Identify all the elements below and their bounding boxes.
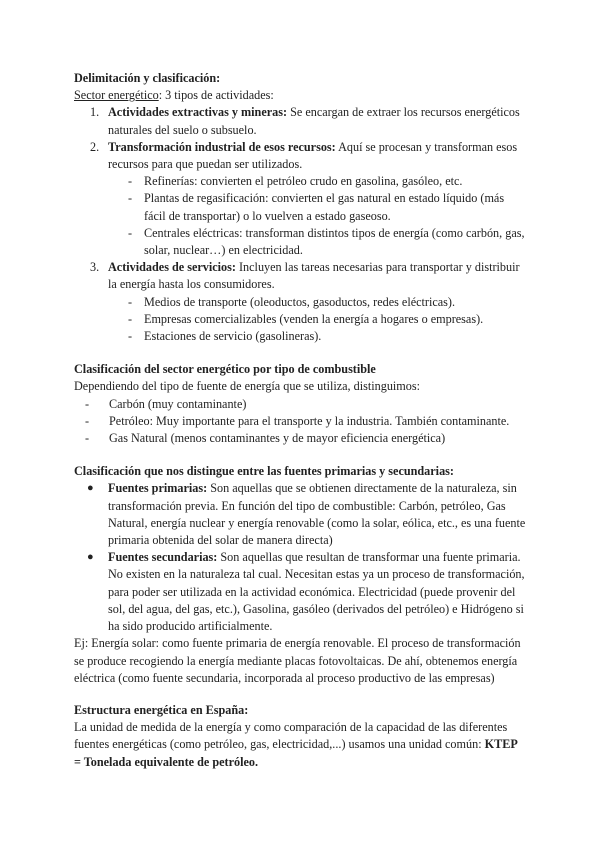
- list-item: - Medios de transporte (oleoductos, gasoductos, redes eléctricas).: [128, 294, 456, 309]
- item-text: Incluyen las tareas necesarias para transportar y distribuir la energía hasta los consumidores.: [108, 260, 520, 292]
- list-item: [74, 549, 526, 635]
- section-intro: Dependiendo del tipo de fuente de energía que se utiliza, distinguimos:: [74, 379, 421, 394]
- sector-energetico-underlined: Sector energético: [74, 88, 159, 103]
- activities-list: [74, 104, 526, 345]
- item-label: Actividades de servicios:: [108, 260, 236, 275]
- sub-item-text: Centrales eléctricas: transforman distintos tipos de energía (como carbón, gas, solar, nuclear…) en electricidad.: [144, 225, 525, 258]
- sub-item-text: Medios de transporte (oleoductos, gasoductos, redes eléctricas).: [144, 294, 456, 309]
- list-item: - Refinerías: convierten el petróleo crudo en gasolina, gasóleo, etc.: [128, 174, 463, 189]
- item-label: Actividades extractivas y mineras:: [108, 105, 288, 120]
- section-subtitle: [74, 87, 526, 104]
- list-item: - Gas Natural (menos contaminantes y de mayor eficiencia energética): [85, 431, 446, 446]
- section-title-delimitacion: Delimitación y clasificación:: [74, 71, 221, 85]
- list-item: - Estaciones de servicio (gasolineras).: [128, 329, 322, 344]
- item-text: Se encargan de extraer los recursos energéticos naturales del suelo o subsuelo.: [108, 105, 520, 137]
- item-label: Transformación industrial de esos recursos:: [108, 139, 336, 154]
- subtitle-rest: : 3 tipos de actividades:: [158, 88, 274, 103]
- list-item: [74, 480, 526, 549]
- list-item: [74, 104, 526, 138]
- item-text: Petróleo: Muy importante para el transporte y la industria. También contaminante.: [109, 413, 510, 428]
- bullet-icon: ●: [87, 551, 94, 564]
- estructura-paragraph: [74, 719, 526, 771]
- bullet-icon: ●: [87, 482, 94, 495]
- sub-item-text: Estaciones de servicio (gasolineras).: [144, 329, 322, 344]
- item-number: 3.: [90, 260, 100, 275]
- section-title-combustible: Clasificación del sector energético por tipo de combustible: [74, 362, 376, 377]
- item-label: Fuentes primarias:: [108, 481, 208, 496]
- fuel-types-list: [74, 396, 526, 448]
- ktep-definition: KTEP = Tonelada equivalente de petróleo.: [74, 737, 518, 769]
- list-item: - Empresas comercializables (venden la energía a hogares o empresas).: [128, 311, 484, 326]
- list-item: [74, 259, 526, 345]
- list-item: - Centrales eléctricas: transforman distintos tipos de energía (como carbón, gas, solar, nuclear…) en electricidad.: [128, 225, 525, 258]
- list-item: - Plantas de regasificación: convierten el gas natural en estado líquido (más fácil de transportar) o lo vuelven a estado gaseoso.: [128, 191, 505, 223]
- item-number: 1.: [90, 105, 100, 120]
- item-text: Gas Natural (menos contaminantes y de mayor eficiencia energética): [109, 431, 446, 446]
- sub-item-text: Refinerías: convierten el petróleo crudo en gasolina, gasóleo, etc.: [144, 174, 463, 189]
- example-paragraph: Ej: Energía solar: como fuente primaria de energía renovable. El proceso de transformación se produce recogiendo la energía mediante placas fotovoltaicas. De ahí, obtenemos energía eléctrica (como fuente secundaria, incorporada al proceso productivo de las empresas): [74, 636, 521, 685]
- document-content: [74, 70, 526, 771]
- item-number: 2.: [90, 139, 100, 154]
- sources-list: [74, 480, 526, 635]
- item-text: Aquí se procesan y transforman esos recursos para que puedan ser utilizados.: [108, 139, 518, 172]
- item-label: Fuentes secundarias:: [108, 550, 218, 565]
- item-text: Son aquellas que resultan de transformar una fuente primaria. No existen en la naturaleza tal cual. Necesitan estas ya un proceso de transformación, para poder ser utilizada en la actividad económica. Electricidad (puede provenir del sol, del agua, del gas, etc.), Gasolina, gasóleo (derivados del petróleo) e Hidrógeno si ha sido producido artificialmente.: [108, 550, 525, 634]
- sub-item-text: Empresas comercializables (venden la energía a hogares o empresas).: [144, 311, 484, 326]
- list-item: [74, 139, 526, 259]
- services-sublist: [74, 294, 526, 346]
- transformation-sublist: [74, 173, 526, 259]
- item-text: Carbón (muy contaminante): [109, 396, 247, 411]
- paragraph-text: La unidad de medida de la energía y como comparación de la capacidad de las diferentes fuentes energéticas (como petróleo, gas, electricidad,...) usamos una unidad común:: [74, 720, 508, 752]
- list-item: - Carbón (muy contaminante): [85, 396, 247, 411]
- section-title-estructura: Estructura energética en España:: [74, 702, 249, 717]
- list-item: - Petróleo: Muy importante para el transporte y la industria. También contaminante.: [85, 413, 510, 428]
- sub-item-text: Plantas de regasificación: convierten el gas natural en estado líquido (más fácil de transportar) o lo vuelven a estado gaseoso.: [144, 191, 505, 223]
- item-text: Son aquellas que se obtienen directamente de la naturaleza, sin transformación previa. En función del tipo de combustible: Carbón, petróleo, Gas Natural, energía nuclear y energía renovable (como la solar, eólica, etc., es una fuente primaria obtenida del solar de manera directa): [108, 481, 526, 548]
- section-title-fuentes: Clasificación que nos distingue entre las fuentes primarias y secundarias:: [74, 464, 454, 479]
